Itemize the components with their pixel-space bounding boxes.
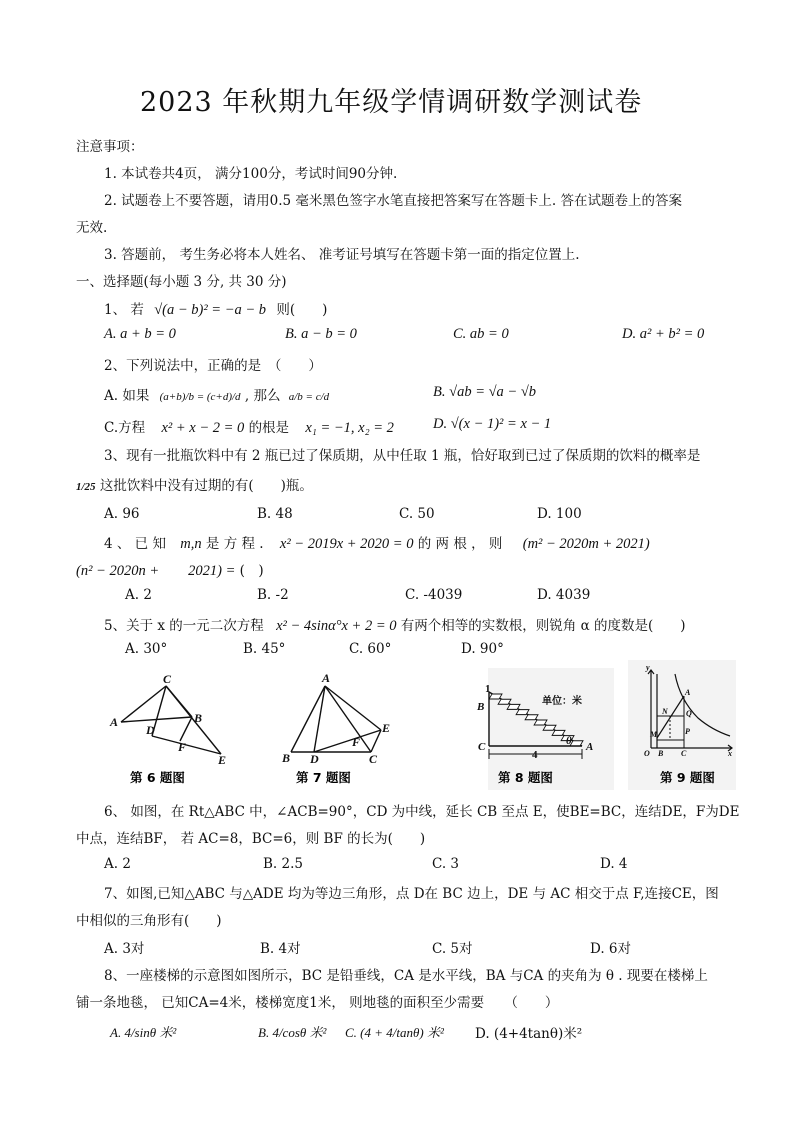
figure-7 [278,668,408,790]
q6-line1: 6、 如图，在 Rt△ABC 中，∠ACB=90°，CD 为中线，延长 CB 至点 E，使BE=BC，连结DE，F为DE [104,804,740,820]
q1-option-d: D. a² + b² = 0 [622,326,705,342]
fig6-label-f: F [178,740,187,754]
q5-option-c: C. 60° [349,641,392,657]
q4-option-b: B. -2 [257,587,289,603]
fig8-label-4: 4 [532,749,538,761]
q6-option-d: D. 4 [600,856,628,872]
q5-option-d: D. 90° [461,641,504,657]
fig8-unit: 单位：米 [542,696,582,707]
fig9-label-c: C [681,749,687,758]
q7-line1: 7、如图,已知△ABC 与△ADE 均为等边三角形，点 D在 BC 边上，DE 与 AC 相交于点 F,连接CE，图 [104,886,719,902]
fig7-caption: 第 7 题图 [296,770,351,785]
q4-option-c: C. -4039 [405,587,463,603]
fig9-caption: 第 9 题图 [660,770,715,785]
q8-option-c: C. (4 + 4/tanθ) 米² [345,1025,444,1040]
fig9-label-b: B [658,749,664,758]
fig9-label-o: O [644,749,650,758]
fig6-label-d: D [146,723,155,737]
q1-formula: √(a − b)² = −a − b [154,302,267,318]
q8-option-d: D. (4+4tanθ)米² [475,1026,583,1042]
q3-line2: 1/25 这批饮料中没有过期的有( )瓶。 [76,478,313,494]
q2-option-d: D. √(x − 1)² = x − 1 [433,416,552,432]
q7-option-d: D. 6对 [590,941,632,957]
q6-option-c: C. 3 [432,856,460,872]
q2-stem: 2、下列说法中，正确的是 （ ） [104,358,322,374]
fig8-label-1: 1 [485,683,491,695]
q8-line1: 8、一座楼梯的示意图如图所示，BC 是铅垂线，CA 是水平线，BA 与CA 的夹角为 θ . 现要在楼梯上 [104,968,708,984]
q3-fraction: 1/25 [76,481,96,493]
notice-item-1: 1. 本试卷共4页， 满分100分，考试时间90分钟. [104,166,398,182]
fig7-label-b: B [282,751,291,765]
q4-line2: (n² − 2020n + 2021) = ( ) [76,563,264,579]
figure-8 [468,668,618,790]
q6-line2: 中点，连结BF， 若 AC=8，BC=6，则 BF 的长为( ) [76,831,426,847]
fig7-label-c: C [369,752,378,766]
q6-option-a: A. 2 [104,856,131,872]
q3-option-a: A. 96 [104,506,140,522]
q5-stem: 5、关于 x 的一元二次方程 x² − 4sinα°x + 2 = 0 有两个相等的实数根，则锐角 α 的度数是( ) [104,618,686,634]
q4-option-a: A. 2 [125,587,152,603]
fig7-label-e: E [382,721,391,735]
fig7-label-a: A [322,671,331,685]
fig8-caption: 第 8 题图 [498,770,553,785]
q5-option-a: A. 30° [125,641,168,657]
q8-line2: 铺一条地毯， 已知CA=4米，楼梯宽度1米， 则地毯的面积至少需要 （ ） [76,995,559,1011]
q2-option-a-formula1: (a+b)/b = (c+d)/d [159,391,241,403]
fig8-label-a: A [586,741,594,753]
q5-formula: x² − 4sinα°x + 2 = 0 [276,618,397,634]
q7-line2: 中相似的三角形有( ) [76,913,222,929]
q4-line1: 4 、 已 知 m,n 是 方 程 . x² − 2019x + 2020 = 0 的 两 根 ， 则 (m² − 2020m + 2021) [104,536,650,552]
fig9-label-n: N [662,707,668,716]
q8-option-a: A. 4/sinθ 米² [110,1025,177,1040]
q2-option-a-formula2: a/b = c/d [288,391,330,403]
notice-item-3: 3. 答题前， 考生务必将本人姓名、 准考证号填写在答题卡第一面的指定位置上. [104,247,580,263]
q3-line1: 3、现有一批瓶饮料中有 2 瓶已过了保质期，从中任取 1 瓶，恰好取到已过了保质期的饮料的概率是 [104,448,701,464]
figure-6 [108,668,258,790]
q3-option-c: C. 50 [399,506,435,522]
fig6-label-a: A [110,715,119,729]
q1-option-c: C. ab = 0 [453,326,509,342]
q2-option-c: C.方程 x² + x − 2 = 0 的根是 x₁ = −1, x₂ = 2 [104,420,394,436]
fig6-caption: 第 6 题图 [130,770,185,785]
fig9-label-a: A [685,688,691,697]
q7-option-a: A. 3对 [104,941,145,957]
notice-item-2-cont: 无效. [76,220,108,236]
fig6-label-b: B [194,711,203,725]
q4-option-d: D. 4039 [537,587,591,603]
q7-option-c: C. 5对 [432,941,473,957]
q1-option-a: A. a + b = 0 [104,326,176,342]
q3-option-b: B. 48 [257,506,293,522]
q8-option-b: B. 4/cosθ 米² [258,1025,327,1040]
fig9-label-q: Q [686,709,692,718]
fig8-label-theta: θ [566,735,572,747]
q3-option-d: D. 100 [537,506,582,522]
section-heading: 一、选择题(每小题 3 分, 共 30 分) [76,274,287,290]
q6-option-b: B. 2.5 [263,856,303,872]
fig6-label-e: E [218,753,227,767]
fig9-label-p: P [685,727,690,736]
fig9-label-y: y [646,663,650,672]
q1-stem: 1、 若 √(a − b)² = −a − b 则( ) [104,302,328,318]
notice-item-2: 2. 试题卷上不要答题，请用0.5 毫米黑色签字水笔直接把答案写在答题卡上. 答在试题卷上的答案 [104,193,683,209]
fig9-label-x: x [728,749,732,758]
page-title: 2023 年秋期九年级学情调研数学测试卷 [140,87,643,118]
q5-option-b: B. 45° [243,641,286,657]
q1-option-b: B. a − b = 0 [285,326,357,342]
q2-option-b: B. √ab = √a − √b [433,384,537,400]
fig8-label-b: B [477,701,485,713]
fig7-label-d: D [310,752,319,766]
q7-option-b: B. 4对 [260,941,301,957]
fig9-label-m: M [650,730,658,739]
fig7-label-f: F [352,735,361,749]
fig6-label-c: C [163,672,172,686]
fig8-label-c: C [478,741,486,753]
notice-heading: 注意事项： [76,139,144,155]
q2-option-a: A. 如果 (a+b)/b = (c+d)/d , 那么 a/b = c/d [104,388,330,404]
figure-9 [628,660,736,790]
